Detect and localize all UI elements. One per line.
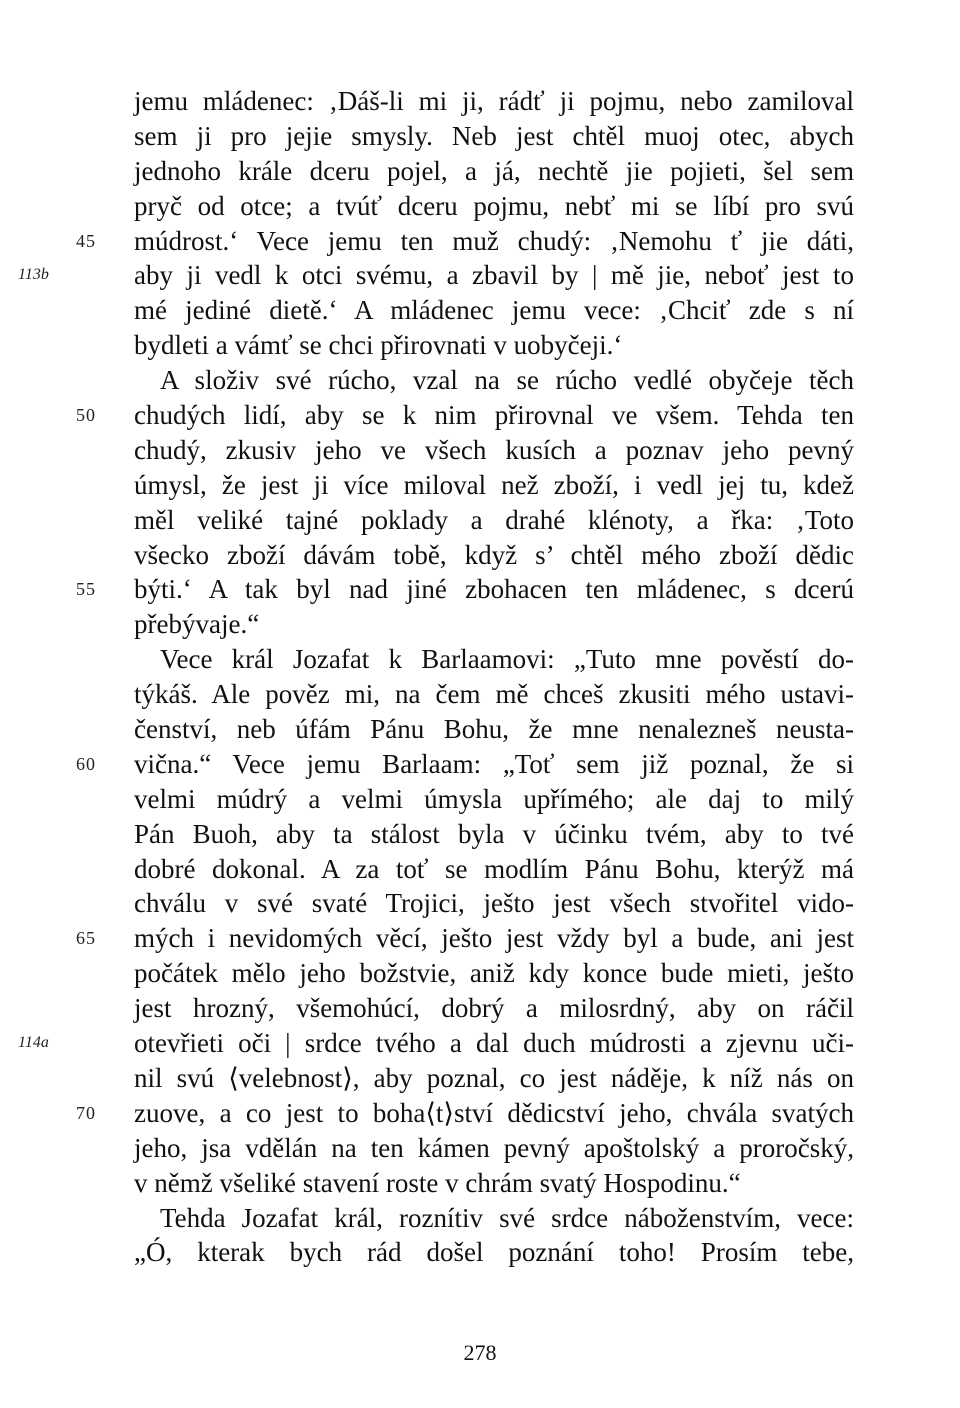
line-number: 70 xyxy=(76,1102,96,1123)
line-text: vična.“ Vece jemu Barlaam: „Toť sem již poznal, že si xyxy=(134,748,854,779)
text-line xyxy=(0,642,960,677)
folio-marker: 113b xyxy=(18,266,49,284)
text-line xyxy=(0,677,960,712)
text-line xyxy=(0,782,960,817)
line-text: dobré dokonal. A za toť se modlím Pánu Bohu, kterýž má xyxy=(134,853,854,884)
text-line xyxy=(0,712,960,747)
line-text: pryč od otce; a tvúť dceru pojmu, nebť mi se líbí pro svú xyxy=(134,190,854,221)
line-text: úmysl, že jest ji více miloval než zboží, i vedl jej tu, kdež xyxy=(134,469,854,500)
line-text: jednoho krále dceru pojel, a já, nechtě jie pojieti, šel sem xyxy=(134,155,854,186)
text-line xyxy=(0,572,960,607)
line-text: chudý, zkusiv jeho ve všech kusích a poznav jeho pevný xyxy=(134,434,854,465)
text-line xyxy=(0,189,960,224)
line-text: chudých lidí, aby se k nim přirovnal ve všem. Tehda ten xyxy=(134,400,854,431)
line-text: týkáš. Ale pověz mi, na čem mě chceš zkusiti mého ustavi- xyxy=(134,679,854,710)
text-line xyxy=(0,293,960,328)
text-line xyxy=(0,363,960,398)
text-line xyxy=(0,119,960,154)
line-text: všecko zboží dávám tobě, když s’ chtěl mého zboží dědic xyxy=(134,539,854,570)
text-line xyxy=(0,607,960,642)
line-number: 60 xyxy=(76,753,96,774)
line-text: múdrost.‘ Vece jemu ten muž chudý: ‚Nemohu ť jie dáti, xyxy=(134,225,854,256)
text-line xyxy=(0,398,960,433)
text-line xyxy=(0,328,960,363)
text-line xyxy=(0,1235,960,1270)
line-text: počátek mělo jeho božstvie, aniž kdy konce bude mieti, ješto xyxy=(134,958,854,989)
line-text: jest hrozný, všemohúcí, dobrý a milosrdný, aby on ráčil xyxy=(134,993,854,1024)
text-line xyxy=(0,921,960,956)
text-line xyxy=(0,1131,960,1166)
line-number: 50 xyxy=(76,405,96,426)
text-line xyxy=(0,503,960,538)
line-text: Tehda Jozafat král, roznítiv své srdce náboženstvím, vece: xyxy=(160,1202,854,1233)
line-text: velmi múdrý a velmi úmysla upřímého; ale daj to milý xyxy=(134,783,854,814)
text-line xyxy=(0,747,960,782)
body-text xyxy=(0,84,960,1270)
line-text: v němž všeliké stavení roste v chrám svatý Hospodinu.“ xyxy=(134,1167,741,1198)
line-text: jeho, jsa vdělán na ten kámen pevný apoštolský a proročský, xyxy=(134,1132,854,1163)
text-line xyxy=(0,538,960,573)
line-text: mých i nevidomých věcí, ješto jest vždy byl a bude, ani jest xyxy=(134,923,854,954)
text-line xyxy=(0,886,960,921)
line-text: Pán Buoh, aby ta stálost byla v účinku tvém, aby to tvé xyxy=(134,818,854,849)
page-number: 278 xyxy=(463,1340,497,1365)
line-text: čenství, neb úfám Pánu Bohu, že mne nenalezneš neusta- xyxy=(134,714,854,745)
text-line xyxy=(0,991,960,1026)
text-line xyxy=(0,817,960,852)
line-number: 65 xyxy=(76,928,96,949)
text-line xyxy=(0,852,960,887)
text-line xyxy=(0,956,960,991)
line-text: sem ji pro jejie smysly. Neb jest chtěl muoj otec, abych xyxy=(134,120,854,151)
text-line xyxy=(0,1166,960,1201)
line-text: jemu mládenec: ‚Dáš-li mi ji, rádť ji pojmu, nebo zamiloval xyxy=(134,86,854,116)
line-text: býti.‘ A tak byl nad jiné zbohacen ten mládenec, s dcerú xyxy=(134,574,854,605)
line-text: zuove, a co jest to boha⟨t⟩ství dědicství jeho, chvála svatých xyxy=(134,1097,854,1128)
line-text: přebývaje.“ xyxy=(134,609,260,640)
text-line xyxy=(0,468,960,503)
line-text: otevřieti oči | srdce tvého a dal duch múdrosti a zjevnu uči- xyxy=(134,1028,854,1059)
line-text: A složiv své rúcho, vzal na se rúcho vedlé obyčeje těch xyxy=(160,365,854,396)
text-line xyxy=(0,1201,960,1236)
text-line xyxy=(0,1061,960,1096)
line-text: mé jediné dietě.‘ A mládenec jemu vece: ‚Chciť zde s ní xyxy=(134,295,854,326)
line-text: aby ji vedl k otci svému, a zbavil by | mě jie, neboť jest to xyxy=(134,260,854,291)
text-line xyxy=(0,433,960,468)
text-line xyxy=(0,84,960,119)
line-text: bydleti a vámť se chci přirovnati v uobyčeji.‘ xyxy=(134,330,623,361)
text-line xyxy=(0,258,960,293)
line-number: 55 xyxy=(76,579,96,600)
line-number: 45 xyxy=(76,230,96,251)
line-text: nil svú ⟨velebnost⟩, aby poznal, co jest náděje, k níž nás on xyxy=(134,1062,854,1093)
line-text: chválu v své svaté Trojici, ješto jest všech stvořitel vido- xyxy=(134,888,854,919)
text-line xyxy=(0,154,960,189)
line-text: měl veliké tajné poklady a drahé klénoty, a řka: ‚Toto xyxy=(134,504,854,535)
text-line xyxy=(0,1096,960,1131)
line-text: „Ó, kterak bych rád došel poznání toho! Prosím tebe, xyxy=(134,1237,854,1268)
line-text: Vece král Jozafat k Barlaamovi: „Tuto mne pověstí do- xyxy=(160,644,854,675)
folio-marker: 114a xyxy=(18,1034,49,1052)
text-line xyxy=(0,224,960,259)
text-line xyxy=(0,1026,960,1061)
